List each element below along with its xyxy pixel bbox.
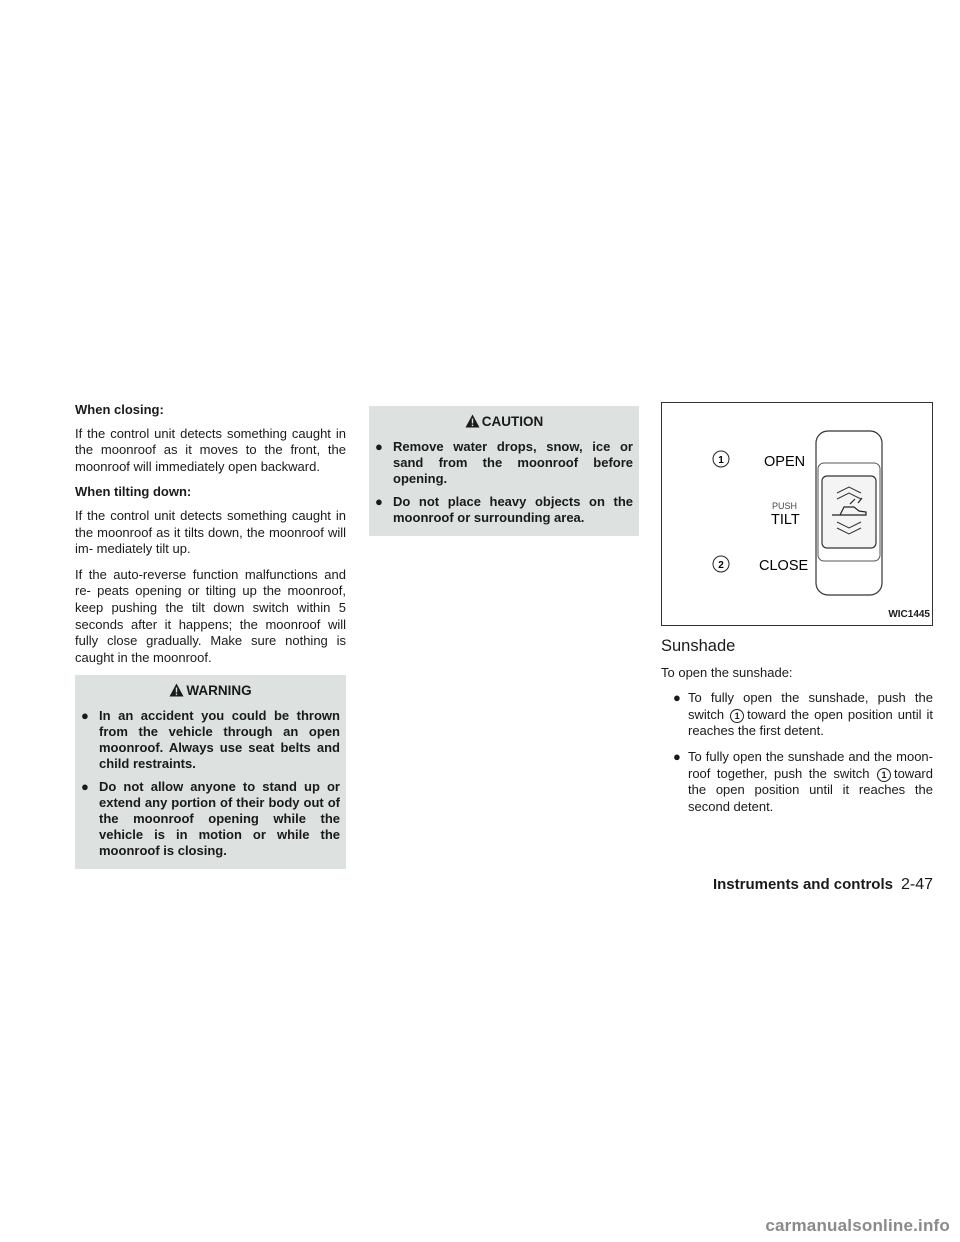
watermark: carmanualsonline.info bbox=[765, 1216, 950, 1235]
closing-text: If the control unit detects something caught in the moonroof as it moves to the front, the moonroof will immediately open backward. bbox=[75, 425, 346, 474]
page-number: 2-47 bbox=[900, 876, 933, 893]
callout-1-icon: 1 bbox=[877, 768, 891, 782]
list-item: ● To fully open the sunshade and the moon- roof together, push the switch 1 toward the open position until it reaches the second detent. bbox=[673, 748, 933, 814]
callout-2-label: 2 bbox=[718, 560, 724, 571]
bullet-icon: ● bbox=[375, 438, 383, 454]
moonroof-switch-figure bbox=[661, 402, 933, 626]
warning-title: WARNING bbox=[81, 683, 340, 700]
sunshade-intro: To open the sunshade: bbox=[661, 664, 793, 680]
bullet-icon: ● bbox=[375, 493, 383, 509]
switch-diagram bbox=[662, 403, 932, 625]
figure-code: WIC1445 bbox=[888, 609, 930, 621]
list-item: ● Do not place heavy objects on the moonroof or surrounding area. bbox=[375, 493, 633, 525]
open-label: OPEN bbox=[764, 454, 806, 470]
list-item: ● Remove water drops, snow, ice or sand from the moonroof before opening. bbox=[375, 438, 633, 486]
section-title: Sunshade bbox=[661, 637, 736, 655]
warning-list bbox=[81, 708, 340, 859]
tilt-label: TILT bbox=[771, 512, 800, 528]
closing-heading: When closing: bbox=[75, 402, 164, 417]
list-item: ● In an accident you could be thrown from the vehicle through an open moonroof. Always use seat belts and child restraints. bbox=[81, 707, 340, 771]
warning-icon bbox=[465, 414, 480, 428]
bullet-icon: ● bbox=[81, 707, 89, 723]
bullet-icon: ● bbox=[81, 778, 89, 794]
list-item: ● Do not allow anyone to stand up or extend any portion of their body out of the moonroof opening while the vehicle is in motion or while the moonroof is closing. bbox=[81, 778, 340, 858]
callout-1-icon: 1 bbox=[730, 709, 744, 723]
tilting-heading: When tilting down: bbox=[75, 484, 192, 500]
right-column bbox=[661, 402, 933, 824]
middle-column bbox=[369, 402, 639, 536]
bullet-icon: ● bbox=[673, 690, 681, 706]
left-column bbox=[75, 402, 346, 869]
caution-list bbox=[375, 439, 633, 526]
callout-1-label: 1 bbox=[718, 455, 724, 466]
push-label: PUSH bbox=[772, 501, 798, 511]
caution-title: CAUTION bbox=[375, 414, 633, 431]
page-footer bbox=[713, 876, 933, 894]
tilting-text: If the control unit detects something caught in the moonroof as it tilts down, the moonroof will im- mediately tilt up. bbox=[75, 507, 346, 557]
bullet-icon: ● bbox=[673, 748, 681, 764]
caution-box bbox=[369, 406, 639, 536]
list-item: ● To fully open the sunshade, push the switch 1 toward the open position until it reaches the first detent. bbox=[673, 690, 933, 739]
close-label: CLOSE bbox=[759, 558, 809, 574]
footer-section: Instruments and controls bbox=[712, 876, 893, 893]
warning-icon bbox=[169, 683, 184, 697]
warning-box bbox=[75, 675, 346, 869]
sunshade-list bbox=[661, 690, 933, 815]
autoreverse-text: If the auto-reverse function malfunctions and re- peats opening or tilting up the moonroof, keep pushing the tilt down switch within 5 seconds after it happens; the moonroof will fully close gradually. Make sure nothing is caught in the moonroof. bbox=[75, 566, 346, 665]
